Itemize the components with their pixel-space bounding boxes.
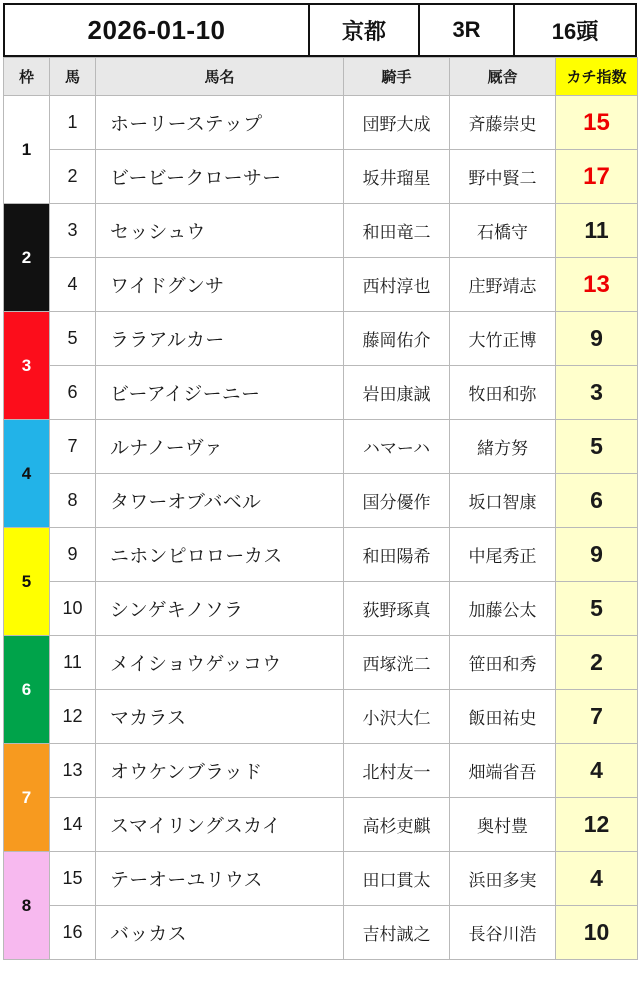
horse-number-cell: 4 [50, 258, 96, 312]
horse-number-cell: 5 [50, 312, 96, 366]
table-row[interactable] [4, 744, 638, 798]
index-cell: 11 [556, 204, 638, 258]
horse-name-cell: ルナノーヴァ [96, 420, 344, 474]
table-row[interactable] [4, 798, 638, 852]
index-cell: 17 [556, 150, 638, 204]
table-row[interactable] [4, 96, 638, 150]
table-row[interactable] [4, 636, 638, 690]
index-cell: 4 [556, 852, 638, 906]
table-header-row [4, 58, 638, 96]
horse-number-cell: 11 [50, 636, 96, 690]
jockey-cell: 西塚洸二 [344, 636, 450, 690]
jockey-cell: 北村友一 [344, 744, 450, 798]
waku-cell: 7 [4, 744, 50, 852]
horse-number-cell: 7 [50, 420, 96, 474]
barn-cell: 大竹正博 [450, 312, 556, 366]
jockey-cell: 田口貫太 [344, 852, 450, 906]
index-cell: 3 [556, 366, 638, 420]
race-number: 3R [420, 5, 515, 55]
jockey-cell: 和田陽希 [344, 528, 450, 582]
index-cell: 6 [556, 474, 638, 528]
horse-number-cell: 1 [50, 96, 96, 150]
barn-cell: 加藤公太 [450, 582, 556, 636]
table-row[interactable] [4, 852, 638, 906]
table-row[interactable] [4, 366, 638, 420]
jockey-cell: 国分優作 [344, 474, 450, 528]
race-header [3, 3, 637, 57]
barn-cell: 坂口智康 [450, 474, 556, 528]
horse-number-cell: 14 [50, 798, 96, 852]
index-cell: 9 [556, 312, 638, 366]
barn-cell: 笹田和秀 [450, 636, 556, 690]
horse-name-cell: スマイリングスカイ [96, 798, 344, 852]
horse-number-cell: 8 [50, 474, 96, 528]
barn-cell: 緒方努 [450, 420, 556, 474]
barn-cell: 長谷川浩 [450, 906, 556, 960]
index-cell: 7 [556, 690, 638, 744]
horse-number-cell: 16 [50, 906, 96, 960]
jockey-cell: 荻野琢真 [344, 582, 450, 636]
waku-cell: 2 [4, 204, 50, 312]
waku-cell: 8 [4, 852, 50, 960]
horse-name-cell: バッカス [96, 906, 344, 960]
waku-cell: 6 [4, 636, 50, 744]
jockey-cell: 岩田康誠 [344, 366, 450, 420]
horse-number-cell: 10 [50, 582, 96, 636]
barn-cell: 畑端省吾 [450, 744, 556, 798]
barn-cell: 牧田和弥 [450, 366, 556, 420]
horse-name-cell: ビーアイジーニー [96, 366, 344, 420]
table-row[interactable] [4, 150, 638, 204]
table-row[interactable] [4, 906, 638, 960]
index-cell: 4 [556, 744, 638, 798]
horse-number-cell: 9 [50, 528, 96, 582]
horse-name-cell: ホーリーステップ [96, 96, 344, 150]
index-cell: 5 [556, 420, 638, 474]
table-row[interactable] [4, 474, 638, 528]
horse-name-cell: ビービークローサー [96, 150, 344, 204]
index-cell: 5 [556, 582, 638, 636]
waku-cell: 5 [4, 528, 50, 636]
column-header-index: カチ指数 [556, 58, 638, 96]
index-cell: 10 [556, 906, 638, 960]
horse-name-cell: メイショウゲッコウ [96, 636, 344, 690]
jockey-cell: 吉村誠之 [344, 906, 450, 960]
barn-cell: 斉藤崇史 [450, 96, 556, 150]
horse-name-cell: オウケンブラッド [96, 744, 344, 798]
table-row[interactable] [4, 690, 638, 744]
barn-cell: 飯田祐史 [450, 690, 556, 744]
horse-name-cell: ララアルカー [96, 312, 344, 366]
horse-name-cell: セッシュウ [96, 204, 344, 258]
jockey-cell: 藤岡佑介 [344, 312, 450, 366]
horse-count: 16頭 [551, 18, 599, 44]
horse-number-cell: 12 [50, 690, 96, 744]
jockey-cell: 小沢大仁 [344, 690, 450, 744]
race-date: 2026-01-10 [5, 5, 310, 55]
barn-cell: 奥村豊 [450, 798, 556, 852]
table-row[interactable] [4, 312, 638, 366]
horse-name-cell: ワイドグンサ [96, 258, 344, 312]
jockey-cell: 和田竜二 [344, 204, 450, 258]
waku-cell: 1 [4, 96, 50, 204]
column-header-barn: 厩舎 [450, 58, 556, 96]
jockey-cell: 西村淳也 [344, 258, 450, 312]
barn-cell: 野中賢二 [450, 150, 556, 204]
horse-name-cell: マカラス [96, 690, 344, 744]
column-header-waku: 枠 [4, 58, 50, 96]
column-header-uma: 馬 [50, 58, 96, 96]
table-row[interactable] [4, 420, 638, 474]
entries-table [3, 57, 638, 960]
table-row[interactable] [4, 204, 638, 258]
barn-cell: 庄野靖志 [450, 258, 556, 312]
horse-name-cell: テーオーユリウス [96, 852, 344, 906]
index-cell: 15 [556, 96, 638, 150]
horse-name-cell: シンゲキノソラ [96, 582, 344, 636]
race-card [0, 3, 640, 982]
barn-cell: 中尾秀正 [450, 528, 556, 582]
index-cell: 13 [556, 258, 638, 312]
horse-name-cell: タワーオブバベル [96, 474, 344, 528]
horse-number-cell: 13 [50, 744, 96, 798]
index-cell: 9 [556, 528, 638, 582]
table-row[interactable] [4, 582, 638, 636]
race-course: 京都 [310, 5, 420, 55]
jockey-cell: 団野大成 [344, 96, 450, 150]
index-cell: 2 [556, 636, 638, 690]
table-row[interactable] [4, 528, 638, 582]
waku-cell: 4 [4, 420, 50, 528]
column-header-jockey: 騎手 [344, 58, 450, 96]
jockey-cell: 坂井瑠星 [344, 150, 450, 204]
jockey-cell: ハマーハ [344, 420, 450, 474]
entries-body [4, 96, 638, 960]
horse-number-cell: 15 [50, 852, 96, 906]
barn-cell: 浜田多実 [450, 852, 556, 906]
table-row[interactable] [4, 258, 638, 312]
horse-number-cell: 2 [50, 150, 96, 204]
horse-number-cell: 6 [50, 366, 96, 420]
waku-cell: 3 [4, 312, 50, 420]
index-cell: 12 [556, 798, 638, 852]
horse-number-cell: 3 [50, 204, 96, 258]
jockey-cell: 高杉吏麒 [344, 798, 450, 852]
horse-name-cell: ニホンピロローカス [96, 528, 344, 582]
barn-cell: 石橋守 [450, 204, 556, 258]
column-header-name: 馬名 [96, 58, 344, 96]
